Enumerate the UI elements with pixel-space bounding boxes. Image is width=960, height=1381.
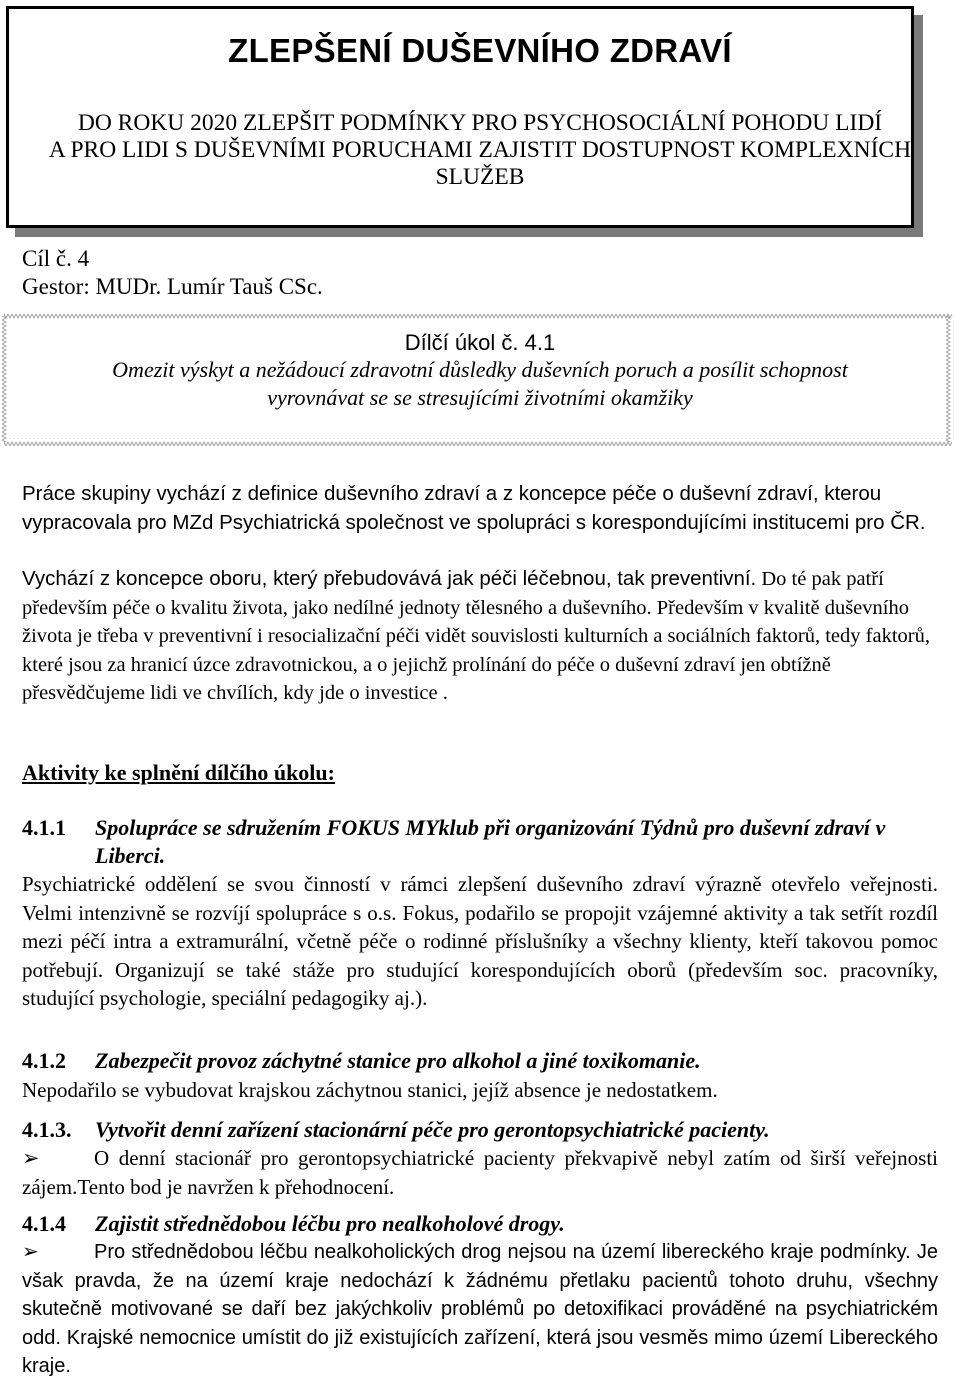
activity-number: 4.1.1	[22, 815, 66, 840]
activity-number: 4.1.3.	[22, 1117, 72, 1142]
arrow-bullet-icon: ➢	[22, 1146, 40, 1170]
activities-heading: Aktivity ke splnění dílčího úkolu:	[22, 760, 335, 785]
activity-number: 4.1.2	[22, 1048, 66, 1073]
activity-title: Spolupráce se sdružením FOKUS MYklub při organizování Týdnů pro duševní zdraví v Liberci.	[95, 815, 886, 868]
activity-text: Psychiatrické oddělení se svou činností v rámci zlepšení duševního zdraví výrazně otevřelo veřejnosti. Velmi intenzivně se rozvíjí spolupráce s o.s. Fokus, podařilo se propojit vzájemné aktivity a tak setřít rozdíl mezi péčí intra a extramurální, včetně péče o rodinné příslušníky a všechny klienty, kteří takovou pomoc potřebují. Organizují se také stáže pro studující korespondujících oborů (především soc. pracovníky, studující psychologie, speciální pedagogiky aj.).	[22, 872, 938, 1010]
activity-heading	[22, 1116, 938, 1144]
activity-title: Vytvořit denní zařízení stacionární péče pro gerontopsychiatrické pacienty.	[95, 1117, 770, 1142]
activity-heading	[22, 1047, 938, 1075]
task-description-line: Omezit výskyt a nežádoucí zdravotní důsledky duševních poruch a posílit schopnost	[112, 357, 848, 382]
activity-text: Nepodařilo se vybudovat krajskou záchytnou stanici, jejíž absence je nedostatkem.	[22, 1078, 718, 1102]
activity-text-body: O denní stacionář pro gerontopsychiatrické pacienty překvapivě nebyl zatím od širší veřejnosti zájem.Tento bod je navržen k přehodnocení.	[22, 1146, 938, 1199]
task-description-line: vyrovnávat se se stresujícími životními okamžiky	[267, 385, 693, 410]
activity-number: 4.1.4	[22, 1211, 66, 1236]
intro-text: Do té pak patří především péče o kvalitu života, jako nedílné jednoty tělesného a duševního. Především v kvalitě duševního života je třeba v preventivní i resocializační péči vidět souvislosti kulturních a sociálních faktorů, tedy faktorů, které jsou za hranicí úzce zdravotnickou, a o jejichž prolínání do péče o duševní zdraví jen obtížně přesvědčujeme lidi ve chvílích, kdy jde o investice .	[22, 568, 930, 704]
subtitle-line: A PRO LIDI S DUŠEVNÍMI PORUCHAMI ZAJISTIT DOSTUPNOST KOMPLEXNÍCH	[48, 137, 912, 163]
page-title: ZLEPŠENÍ DUŠEVNÍHO ZDRAVÍ	[228, 32, 732, 69]
activity-text-body: Pro střednědobou léčbu nealkoholických drog nejsou na území libereckého kraje podmínky. Je však pravda, že na území kraje nedochází k žádnému přetlaku pacientů tohoto druhu, všechny skutečně motivované se daří bez jakýchkoliv problémů po detoxifikaci prováděné na psychiatrickém odd. Krajské nemocnice umístit do již existujících zařízení, která jsou vesměs mimo území Libereckého kraje.	[22, 1241, 938, 1377]
subtitle-line: DO ROKU 2020 ZLEPŠIT PODMÍNKY PRO PSYCHOSOCIÁLNÍ POHODU LIDÍ	[77, 110, 883, 136]
arrow-bullet-icon: ➢	[22, 1241, 39, 1263]
header-subtitle	[10, 110, 950, 191]
activity-text	[22, 1238, 938, 1381]
activity-title: Zajistit střednědobou léčbu pro nealkoholové drogy.	[95, 1211, 565, 1236]
activity-heading	[22, 814, 938, 870]
activity-heading	[22, 1210, 938, 1238]
gestor-label: Gestor: MUDr. Lumír Tauš CSc.	[22, 274, 323, 299]
subtitle-line: SLUŽEB	[435, 164, 525, 190]
goal-label: Cíl č. 4	[22, 246, 90, 271]
activity-text	[22, 1144, 938, 1201]
task-description	[60, 356, 900, 412]
intro-paragraph: Práce skupiny vychází z definice duševního zdraví a z koncepce péče o duševní zdraví, kterou vypracovala pro MZd Psychiatrická společnost ve spolupráci s korespondujícími institucemi pro ČR.	[22, 482, 926, 534]
task-title: Dílčí úkol č. 4.1	[404, 330, 556, 355]
activity-title: Zabezpečit provoz záchytné stanice pro alkohol a jiné toxikomanie.	[95, 1048, 701, 1073]
intro-sentence: Vychází z koncepce oboru, který přebudovává jak péči léčebnou, tak preventivní.	[22, 567, 757, 590]
intro-paragraph-2	[22, 565, 938, 708]
